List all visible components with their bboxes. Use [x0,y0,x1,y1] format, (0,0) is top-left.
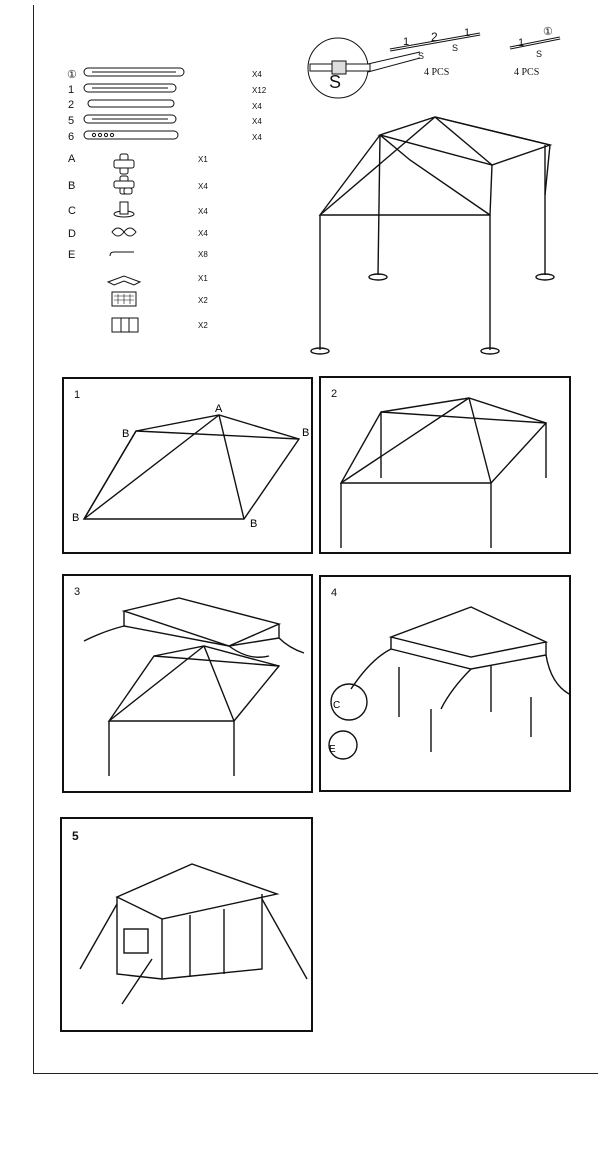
step-number: 4 [331,587,338,599]
step-4-panel [319,575,571,792]
connector-id: B [68,180,76,192]
connector-id: E [68,249,76,261]
pole-count: 4 PCS [424,67,450,78]
rope-d-icon [112,228,136,236]
connector-b-icon [114,176,134,194]
label-e: E [329,744,336,755]
roof-cover [391,607,546,657]
accessory-qty: X2 [198,296,208,305]
connector-qty: X4 [198,229,208,238]
connector-qty: X4 [198,182,208,191]
step-2-panel [319,376,571,554]
sleeve-label: S [418,51,425,61]
part-qty: X4 [252,102,262,111]
step-4-diagram [321,577,569,790]
plain-wall-icon [112,318,138,332]
connector-a-icon [114,154,134,174]
step-number: 3 [74,586,81,598]
step-5-panel [60,817,313,1032]
label-b: B [250,518,258,530]
step-3-diagram [64,576,311,791]
roof-cover [117,864,277,919]
step-number: 1 [74,389,81,401]
part-id: 6 [68,131,75,143]
sleeve-label: S [536,49,543,59]
tube-drawings [80,64,190,146]
label-b: B [122,428,130,440]
connector-drawings [100,146,160,336]
step-1-panel [62,377,313,554]
full-frame-diagram [300,105,580,360]
label-a: A [215,403,223,415]
connector-id: D [68,228,76,240]
part-qty: X4 [252,117,262,126]
pole-label: 1 [518,37,525,49]
roof-cover [124,598,279,646]
pole-label: 1 [403,36,410,48]
connector-qty: X8 [198,250,208,259]
connector-id: C [68,205,76,217]
pole-label: ① [543,26,553,38]
part-qty: X12 [252,86,267,95]
step-5-diagram [62,819,311,1030]
pole-label: 1 [464,27,471,39]
step-number: 2 [331,388,338,400]
window-panel [124,929,148,953]
connector-qty: X1 [198,155,208,164]
sleeve-label: S [452,43,459,53]
part-qty: X4 [252,70,262,79]
tube-part-2 [88,100,174,107]
part-id: 1 [68,84,75,96]
label-b: B [302,427,310,439]
stake-e-icon [110,252,134,256]
part-qty: X4 [252,133,262,142]
step-1-diagram [64,379,311,552]
zoom-label: S [329,72,342,92]
step-number: 5 [72,829,79,843]
label-b: B [72,512,80,524]
roof-cover-icon [108,276,140,285]
part-id: 5 [68,115,75,127]
step-2-diagram [321,378,569,552]
pole-label: 2 [431,30,438,44]
connector-c-icon [114,202,134,217]
step-3-panel [62,574,313,793]
part-id: 2 [68,99,75,111]
label-c: C [333,700,341,711]
part-id: ① [67,69,77,81]
accessory-qty: X1 [198,274,208,283]
connector-id: A [68,153,76,165]
pole-count: 4 PCS [514,67,540,78]
accessory-qty: X2 [198,321,208,330]
connector-qty: X4 [198,207,208,216]
